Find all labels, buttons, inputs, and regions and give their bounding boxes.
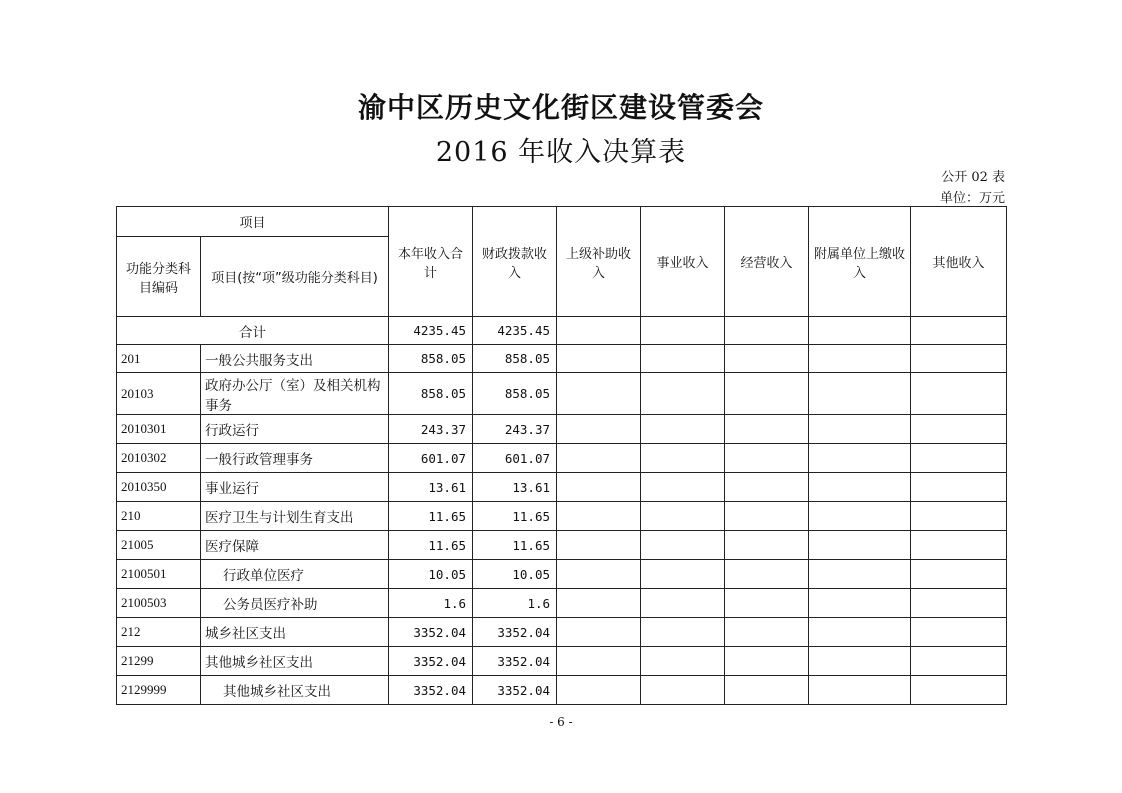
row-fiscal: 13.61 (473, 473, 557, 502)
row-name: 事业运行 (201, 473, 389, 502)
table-row (117, 647, 1007, 676)
empty-cell (557, 373, 641, 415)
empty-cell (809, 589, 911, 618)
empty-cell (725, 345, 809, 373)
row-total: 10.05 (389, 560, 473, 589)
row-total: 1.6 (389, 589, 473, 618)
table-row (117, 502, 1007, 531)
row-name: 一般公共服务支出 (201, 345, 389, 373)
row-fiscal: 11.65 (473, 531, 557, 560)
empty-cell (557, 345, 641, 373)
table-row (117, 618, 1007, 647)
empty-cell (557, 531, 641, 560)
total-row (117, 317, 1007, 345)
empty-cell (557, 589, 641, 618)
row-code: 2010302 (117, 444, 201, 473)
row-fiscal: 1.6 (473, 589, 557, 618)
income-table (116, 206, 1007, 705)
row-fiscal: 858.05 (473, 345, 557, 373)
empty-cell (725, 502, 809, 531)
row-fiscal: 3352.04 (473, 676, 557, 705)
empty-cell (557, 676, 641, 705)
row-name: 城乡社区支出 (201, 618, 389, 647)
empty-cell (725, 531, 809, 560)
row-total: 601.07 (389, 444, 473, 473)
empty-cell (809, 676, 911, 705)
empty-cell (557, 473, 641, 502)
row-total: 858.05 (389, 345, 473, 373)
row-code: 2010350 (117, 473, 201, 502)
row-name: 其他城乡社区支出 (201, 676, 389, 705)
row-fiscal: 11.65 (473, 502, 557, 531)
empty-cell (725, 560, 809, 589)
page-title: 渝中区历史文化街区建设管委会 (357, 91, 764, 124)
header-code: 功能分类科目编码 (117, 237, 201, 317)
empty-cell (809, 415, 911, 444)
row-code: 21005 (117, 531, 201, 560)
empty-cell (911, 502, 1007, 531)
table-row (117, 531, 1007, 560)
empty-cell (911, 560, 1007, 589)
page-subtitle: 2016 年收入决算表 (435, 137, 687, 168)
empty-cell (641, 676, 725, 705)
header-total: 本年收入合计 (389, 207, 473, 317)
header-upper: 上级补助收入 (557, 207, 641, 317)
table-row (117, 444, 1007, 473)
row-code: 201 (117, 345, 201, 373)
row-total: 3352.04 (389, 647, 473, 676)
table-row (117, 473, 1007, 502)
empty-cell (641, 531, 725, 560)
empty-cell (641, 415, 725, 444)
header-item-group: 项目 (117, 207, 389, 237)
header-name: 项目(按“项”级功能分类科目) (201, 237, 389, 317)
row-code: 2100503 (117, 589, 201, 618)
empty-cell (725, 647, 809, 676)
row-total: 13.61 (389, 473, 473, 502)
table-row (117, 589, 1007, 618)
empty-cell (641, 473, 725, 502)
row-code: 20103 (117, 373, 201, 415)
empty-cell (725, 444, 809, 473)
row-name: 医疗卫生与计划生育支出 (201, 502, 389, 531)
empty-cell (557, 560, 641, 589)
empty-cell (911, 473, 1007, 502)
empty-cell (557, 647, 641, 676)
total-amount: 4235.45 (389, 317, 473, 345)
empty-cell (809, 647, 911, 676)
row-total: 3352.04 (389, 618, 473, 647)
empty-cell (725, 618, 809, 647)
empty-cell (911, 618, 1007, 647)
header-fiscal: 财政拨款收入 (473, 207, 557, 317)
table-row (117, 345, 1007, 373)
empty-cell (557, 502, 641, 531)
empty-cell (725, 373, 809, 415)
row-code: 21299 (117, 647, 201, 676)
empty-cell (557, 444, 641, 473)
empty-cell (641, 502, 725, 531)
empty-cell (809, 618, 911, 647)
row-name: 其他城乡社区支出 (201, 647, 389, 676)
row-total: 11.65 (389, 502, 473, 531)
empty-cell (809, 444, 911, 473)
row-code: 212 (117, 618, 201, 647)
table-row (117, 415, 1007, 444)
row-total: 11.65 (389, 531, 473, 560)
row-fiscal: 601.07 (473, 444, 557, 473)
empty-cell (725, 415, 809, 444)
total-label: 合计 (117, 317, 389, 345)
empty-cell (911, 589, 1007, 618)
row-code: 210 (117, 502, 201, 531)
page-number: - 6 - (549, 715, 573, 729)
empty-cell (809, 560, 911, 589)
empty-cell (641, 647, 725, 676)
empty-cell (725, 473, 809, 502)
header-operation: 经营收入 (725, 207, 809, 317)
row-name: 政府办公厅（室）及相关机构事务 (201, 373, 389, 415)
row-total: 858.05 (389, 373, 473, 415)
table-row (117, 676, 1007, 705)
empty-cell (911, 345, 1007, 373)
empty-cell (809, 531, 911, 560)
empty-cell (641, 618, 725, 647)
row-total: 3352.04 (389, 676, 473, 705)
header-other: 其他收入 (911, 207, 1007, 317)
row-name: 公务员医疗补助 (201, 589, 389, 618)
empty-cell (911, 676, 1007, 705)
empty-cell (911, 444, 1007, 473)
empty-cell (557, 415, 641, 444)
table-row (117, 373, 1007, 415)
header-affiliate: 附属单位上缴收入 (809, 207, 911, 317)
row-fiscal: 858.05 (473, 373, 557, 415)
empty-cell (725, 676, 809, 705)
empty-cell (911, 415, 1007, 444)
empty-cell (641, 444, 725, 473)
row-total: 243.37 (389, 415, 473, 444)
empty-cell (911, 373, 1007, 415)
empty-cell (911, 531, 1007, 560)
empty-cell (641, 589, 725, 618)
row-name: 医疗保障 (201, 531, 389, 560)
empty-cell (809, 473, 911, 502)
row-name: 行政运行 (201, 415, 389, 444)
row-fiscal: 3352.04 (473, 647, 557, 676)
header-business: 事业收入 (641, 207, 725, 317)
empty-cell (641, 345, 725, 373)
row-fiscal: 243.37 (473, 415, 557, 444)
empty-cell (725, 589, 809, 618)
empty-cell (641, 373, 725, 415)
empty-cell (641, 560, 725, 589)
row-name: 一般行政管理事务 (201, 444, 389, 473)
row-fiscal: 10.05 (473, 560, 557, 589)
row-code: 2129999 (117, 676, 201, 705)
empty-cell (911, 647, 1007, 676)
total-fiscal: 4235.45 (473, 317, 557, 345)
empty-cell (557, 618, 641, 647)
form-code: 公开 02 表 (941, 170, 1005, 185)
unit-label: 单位：万元 (939, 191, 1005, 206)
row-fiscal: 3352.04 (473, 618, 557, 647)
empty-cell (809, 345, 911, 373)
row-name: 行政单位医疗 (201, 560, 389, 589)
row-code: 2010301 (117, 415, 201, 444)
empty-cell (809, 502, 911, 531)
empty-cell (809, 373, 911, 415)
table-row (117, 560, 1007, 589)
row-code: 2100501 (117, 560, 201, 589)
